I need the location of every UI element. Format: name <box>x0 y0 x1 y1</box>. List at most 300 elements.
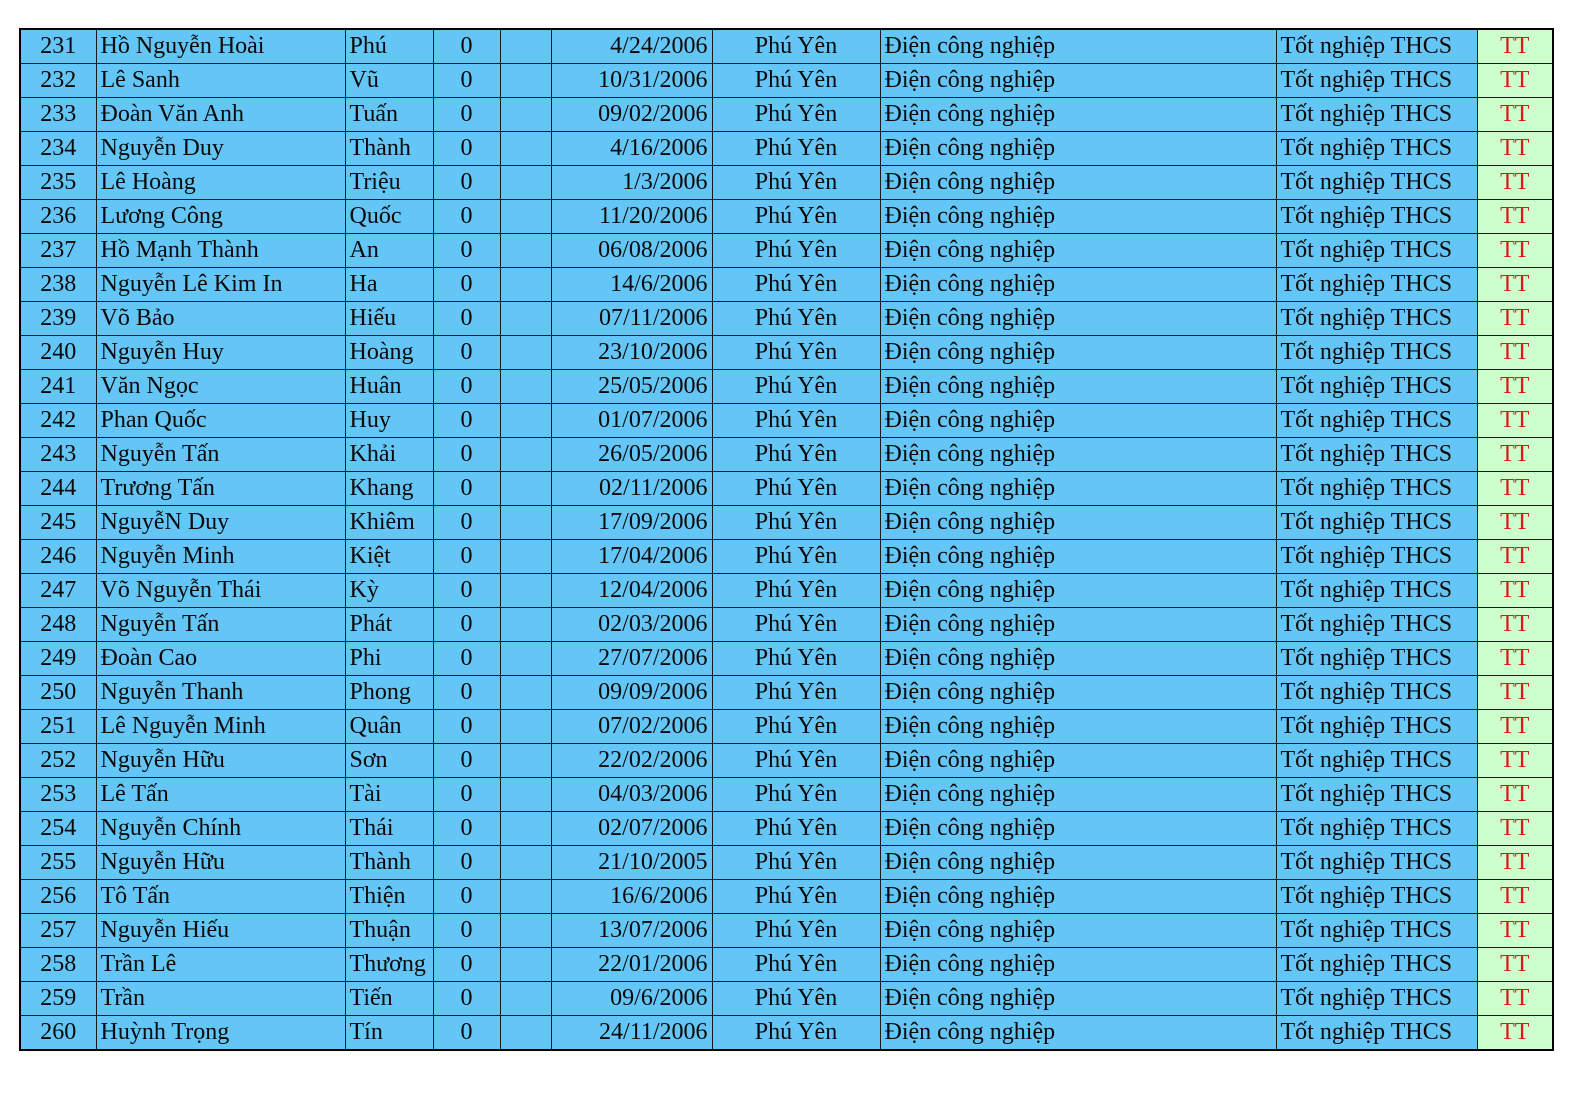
birthplace-cell: Phú Yên <box>712 1016 880 1051</box>
row-number-cell: 255 <box>20 846 96 880</box>
gender-cell: 0 <box>433 914 500 948</box>
first-name-cell: Thành <box>345 846 433 880</box>
first-name-cell: Thành <box>345 132 433 166</box>
birth-date-cell: 13/07/2006 <box>551 914 712 948</box>
birth-date-cell: 27/07/2006 <box>551 642 712 676</box>
empty-cell <box>500 676 551 710</box>
major-cell: Điện công nghiệp <box>880 370 1276 404</box>
empty-cell <box>500 778 551 812</box>
status-cell: TT <box>1477 370 1553 404</box>
major-cell: Điện công nghiệp <box>880 846 1276 880</box>
last-name-cell: Hồ Mạnh Thành <box>96 234 345 268</box>
birthplace-cell: Phú Yên <box>712 880 880 914</box>
first-name-cell: Khiêm <box>345 506 433 540</box>
last-name-cell: Võ Nguyễn Thái <box>96 574 345 608</box>
table-row <box>20 29 1553 64</box>
row-number-cell: 252 <box>20 744 96 778</box>
last-name-cell: Trương Tấn <box>96 472 345 506</box>
first-name-cell: Phát <box>345 608 433 642</box>
table-row <box>20 506 1553 540</box>
row-number-cell: 235 <box>20 166 96 200</box>
row-number-cell: 257 <box>20 914 96 948</box>
birth-date-cell: 4/24/2006 <box>551 29 712 64</box>
gender-cell: 0 <box>433 200 500 234</box>
education-cell: Tốt nghiệp THCS <box>1276 370 1477 404</box>
empty-cell <box>500 166 551 200</box>
table-row <box>20 200 1553 234</box>
gender-cell: 0 <box>433 370 500 404</box>
birth-date-cell: 10/31/2006 <box>551 64 712 98</box>
birthplace-cell: Phú Yên <box>712 132 880 166</box>
empty-cell <box>500 98 551 132</box>
empty-cell <box>500 472 551 506</box>
birthplace-cell: Phú Yên <box>712 166 880 200</box>
status-cell: TT <box>1477 642 1553 676</box>
major-cell: Điện công nghiệp <box>880 642 1276 676</box>
table-row <box>20 438 1553 472</box>
education-cell: Tốt nghiệp THCS <box>1276 234 1477 268</box>
row-number-cell: 251 <box>20 710 96 744</box>
last-name-cell: Lương Công <box>96 200 345 234</box>
education-cell: Tốt nghiệp THCS <box>1276 676 1477 710</box>
status-cell: TT <box>1477 472 1553 506</box>
major-cell: Điện công nghiệp <box>880 778 1276 812</box>
first-name-cell: Thái <box>345 812 433 846</box>
education-cell: Tốt nghiệp THCS <box>1276 472 1477 506</box>
status-cell: TT <box>1477 778 1553 812</box>
birth-date-cell: 07/11/2006 <box>551 302 712 336</box>
first-name-cell: Quốc <box>345 200 433 234</box>
row-number-cell: 236 <box>20 200 96 234</box>
major-cell: Điện công nghiệp <box>880 540 1276 574</box>
row-number-cell: 259 <box>20 982 96 1016</box>
birthplace-cell: Phú Yên <box>712 268 880 302</box>
empty-cell <box>500 982 551 1016</box>
row-number-cell: 260 <box>20 1016 96 1051</box>
row-number-cell: 232 <box>20 64 96 98</box>
education-cell: Tốt nghiệp THCS <box>1276 642 1477 676</box>
major-cell: Điện công nghiệp <box>880 404 1276 438</box>
birthplace-cell: Phú Yên <box>712 710 880 744</box>
empty-cell <box>500 744 551 778</box>
status-cell: TT <box>1477 29 1553 64</box>
table-row <box>20 778 1553 812</box>
first-name-cell: Thiện <box>345 880 433 914</box>
roster-body <box>20 29 1553 1050</box>
first-name-cell: Huy <box>345 404 433 438</box>
last-name-cell: Lê Sanh <box>96 64 345 98</box>
education-cell: Tốt nghiệp THCS <box>1276 166 1477 200</box>
first-name-cell: Vũ <box>345 64 433 98</box>
gender-cell: 0 <box>433 166 500 200</box>
birth-date-cell: 14/6/2006 <box>551 268 712 302</box>
row-number-cell: 242 <box>20 404 96 438</box>
birthplace-cell: Phú Yên <box>712 744 880 778</box>
major-cell: Điện công nghiệp <box>880 166 1276 200</box>
table-row <box>20 812 1553 846</box>
birthplace-cell: Phú Yên <box>712 982 880 1016</box>
last-name-cell: Võ Bảo <box>96 302 345 336</box>
row-number-cell: 256 <box>20 880 96 914</box>
first-name-cell: Tuấn <box>345 98 433 132</box>
empty-cell <box>500 880 551 914</box>
first-name-cell: Huân <box>345 370 433 404</box>
last-name-cell: Văn Ngọc <box>96 370 345 404</box>
row-number-cell: 243 <box>20 438 96 472</box>
gender-cell: 0 <box>433 948 500 982</box>
education-cell: Tốt nghiệp THCS <box>1276 574 1477 608</box>
last-name-cell: Nguyễn Lê Kim In <box>96 268 345 302</box>
birthplace-cell: Phú Yên <box>712 438 880 472</box>
last-name-cell: Nguyễn Hiếu <box>96 914 345 948</box>
birth-date-cell: 01/07/2006 <box>551 404 712 438</box>
education-cell: Tốt nghiệp THCS <box>1276 132 1477 166</box>
status-cell: TT <box>1477 200 1553 234</box>
status-cell: TT <box>1477 64 1553 98</box>
status-cell: TT <box>1477 438 1553 472</box>
birth-date-cell: 16/6/2006 <box>551 880 712 914</box>
major-cell: Điện công nghiệp <box>880 64 1276 98</box>
birthplace-cell: Phú Yên <box>712 676 880 710</box>
table-row <box>20 302 1553 336</box>
last-name-cell: Trần <box>96 982 345 1016</box>
first-name-cell: Hoàng <box>345 336 433 370</box>
last-name-cell: Nguyễn Minh <box>96 540 345 574</box>
status-cell: TT <box>1477 98 1553 132</box>
major-cell: Điện công nghiệp <box>880 608 1276 642</box>
education-cell: Tốt nghiệp THCS <box>1276 812 1477 846</box>
gender-cell: 0 <box>433 676 500 710</box>
education-cell: Tốt nghiệp THCS <box>1276 200 1477 234</box>
table-row <box>20 574 1553 608</box>
empty-cell <box>500 540 551 574</box>
empty-cell <box>500 64 551 98</box>
education-cell: Tốt nghiệp THCS <box>1276 404 1477 438</box>
status-cell: TT <box>1477 1016 1553 1051</box>
birth-date-cell: 17/04/2006 <box>551 540 712 574</box>
major-cell: Điện công nghiệp <box>880 472 1276 506</box>
table-row <box>20 540 1553 574</box>
table-row <box>20 268 1553 302</box>
first-name-cell: Thương <box>345 948 433 982</box>
first-name-cell: Tài <box>345 778 433 812</box>
last-name-cell: Đoàn Văn Anh <box>96 98 345 132</box>
birthplace-cell: Phú Yên <box>712 98 880 132</box>
last-name-cell: Hồ Nguyễn Hoài <box>96 29 345 64</box>
empty-cell <box>500 132 551 166</box>
gender-cell: 0 <box>433 438 500 472</box>
education-cell: Tốt nghiệp THCS <box>1276 880 1477 914</box>
first-name-cell: Triệu <box>345 166 433 200</box>
gender-cell: 0 <box>433 98 500 132</box>
first-name-cell: Tiến <box>345 982 433 1016</box>
major-cell: Điện công nghiệp <box>880 948 1276 982</box>
table-row <box>20 676 1553 710</box>
gender-cell: 0 <box>433 608 500 642</box>
status-cell: TT <box>1477 710 1553 744</box>
gender-cell: 0 <box>433 404 500 438</box>
gender-cell: 0 <box>433 540 500 574</box>
birthplace-cell: Phú Yên <box>712 540 880 574</box>
status-cell: TT <box>1477 880 1553 914</box>
education-cell: Tốt nghiệp THCS <box>1276 846 1477 880</box>
status-cell: TT <box>1477 132 1553 166</box>
major-cell: Điện công nghiệp <box>880 744 1276 778</box>
major-cell: Điện công nghiệp <box>880 98 1276 132</box>
education-cell: Tốt nghiệp THCS <box>1276 438 1477 472</box>
status-cell: TT <box>1477 302 1553 336</box>
table-row <box>20 472 1553 506</box>
table-row <box>20 132 1553 166</box>
table-row <box>20 880 1553 914</box>
status-cell: TT <box>1477 914 1553 948</box>
major-cell: Điện công nghiệp <box>880 1016 1276 1051</box>
empty-cell <box>500 608 551 642</box>
table-row <box>20 1016 1553 1051</box>
birth-date-cell: 04/03/2006 <box>551 778 712 812</box>
birth-date-cell: 4/16/2006 <box>551 132 712 166</box>
gender-cell: 0 <box>433 574 500 608</box>
birthplace-cell: Phú Yên <box>712 64 880 98</box>
first-name-cell: Khang <box>345 472 433 506</box>
last-name-cell: Lê Hoàng <box>96 166 345 200</box>
row-number-cell: 246 <box>20 540 96 574</box>
status-cell: TT <box>1477 234 1553 268</box>
major-cell: Điện công nghiệp <box>880 268 1276 302</box>
gender-cell: 0 <box>433 234 500 268</box>
first-name-cell: Kỳ <box>345 574 433 608</box>
first-name-cell: Phú <box>345 29 433 64</box>
education-cell: Tốt nghiệp THCS <box>1276 98 1477 132</box>
major-cell: Điện công nghiệp <box>880 574 1276 608</box>
major-cell: Điện công nghiệp <box>880 710 1276 744</box>
birth-date-cell: 22/02/2006 <box>551 744 712 778</box>
major-cell: Điện công nghiệp <box>880 336 1276 370</box>
status-cell: TT <box>1477 540 1553 574</box>
major-cell: Điện công nghiệp <box>880 914 1276 948</box>
birth-date-cell: 21/10/2005 <box>551 846 712 880</box>
first-name-cell: Quân <box>345 710 433 744</box>
education-cell: Tốt nghiệp THCS <box>1276 608 1477 642</box>
gender-cell: 0 <box>433 506 500 540</box>
education-cell: Tốt nghiệp THCS <box>1276 778 1477 812</box>
major-cell: Điện công nghiệp <box>880 982 1276 1016</box>
first-name-cell: Ha <box>345 268 433 302</box>
empty-cell <box>500 1016 551 1051</box>
status-cell: TT <box>1477 404 1553 438</box>
table-row <box>20 744 1553 778</box>
status-cell: TT <box>1477 846 1553 880</box>
education-cell: Tốt nghiệp THCS <box>1276 64 1477 98</box>
empty-cell <box>500 506 551 540</box>
table-row <box>20 98 1553 132</box>
student-roster-table <box>19 28 1554 1051</box>
birthplace-cell: Phú Yên <box>712 948 880 982</box>
empty-cell <box>500 200 551 234</box>
first-name-cell: Thuận <box>345 914 433 948</box>
table-row <box>20 166 1553 200</box>
status-cell: TT <box>1477 982 1553 1016</box>
first-name-cell: An <box>345 234 433 268</box>
education-cell: Tốt nghiệp THCS <box>1276 948 1477 982</box>
gender-cell: 0 <box>433 744 500 778</box>
birthplace-cell: Phú Yên <box>712 506 880 540</box>
birth-date-cell: 11/20/2006 <box>551 200 712 234</box>
status-cell: TT <box>1477 812 1553 846</box>
last-name-cell: NguyễN Duy <box>96 506 345 540</box>
gender-cell: 0 <box>433 29 500 64</box>
table-row <box>20 846 1553 880</box>
last-name-cell: Nguyễn Hữu <box>96 846 345 880</box>
birthplace-cell: Phú Yên <box>712 302 880 336</box>
education-cell: Tốt nghiệp THCS <box>1276 506 1477 540</box>
empty-cell <box>500 234 551 268</box>
education-cell: Tốt nghiệp THCS <box>1276 744 1477 778</box>
major-cell: Điện công nghiệp <box>880 880 1276 914</box>
last-name-cell: Phan Quốc <box>96 404 345 438</box>
birthplace-cell: Phú Yên <box>712 404 880 438</box>
row-number-cell: 237 <box>20 234 96 268</box>
birth-date-cell: 02/07/2006 <box>551 812 712 846</box>
gender-cell: 0 <box>433 982 500 1016</box>
birth-date-cell: 02/03/2006 <box>551 608 712 642</box>
status-cell: TT <box>1477 268 1553 302</box>
gender-cell: 0 <box>433 710 500 744</box>
status-cell: TT <box>1477 166 1553 200</box>
education-cell: Tốt nghiệp THCS <box>1276 29 1477 64</box>
row-number-cell: 245 <box>20 506 96 540</box>
birth-date-cell: 22/01/2006 <box>551 948 712 982</box>
birthplace-cell: Phú Yên <box>712 778 880 812</box>
birthplace-cell: Phú Yên <box>712 812 880 846</box>
row-number-cell: 233 <box>20 98 96 132</box>
last-name-cell: Nguyễn Thanh <box>96 676 345 710</box>
gender-cell: 0 <box>433 64 500 98</box>
first-name-cell: Hiếu <box>345 302 433 336</box>
birth-date-cell: 06/08/2006 <box>551 234 712 268</box>
birth-date-cell: 26/05/2006 <box>551 438 712 472</box>
first-name-cell: Tín <box>345 1016 433 1051</box>
last-name-cell: Nguyễn Huy <box>96 336 345 370</box>
status-cell: TT <box>1477 948 1553 982</box>
major-cell: Điện công nghiệp <box>880 200 1276 234</box>
table-row <box>20 642 1553 676</box>
empty-cell <box>500 336 551 370</box>
empty-cell <box>500 948 551 982</box>
last-name-cell: Huỳnh Trọng <box>96 1016 345 1051</box>
last-name-cell: Nguyễn Tấn <box>96 438 345 472</box>
empty-cell <box>500 438 551 472</box>
education-cell: Tốt nghiệp THCS <box>1276 302 1477 336</box>
status-cell: TT <box>1477 574 1553 608</box>
education-cell: Tốt nghiệp THCS <box>1276 914 1477 948</box>
birthplace-cell: Phú Yên <box>712 608 880 642</box>
empty-cell <box>500 812 551 846</box>
birthplace-cell: Phú Yên <box>712 336 880 370</box>
row-number-cell: 248 <box>20 608 96 642</box>
gender-cell: 0 <box>433 812 500 846</box>
empty-cell <box>500 846 551 880</box>
row-number-cell: 239 <box>20 302 96 336</box>
birth-date-cell: 02/11/2006 <box>551 472 712 506</box>
gender-cell: 0 <box>433 778 500 812</box>
table-row <box>20 914 1553 948</box>
gender-cell: 0 <box>433 336 500 370</box>
last-name-cell: Tô Tấn <box>96 880 345 914</box>
status-cell: TT <box>1477 608 1553 642</box>
row-number-cell: 238 <box>20 268 96 302</box>
status-cell: TT <box>1477 744 1553 778</box>
first-name-cell: Phong <box>345 676 433 710</box>
row-number-cell: 249 <box>20 642 96 676</box>
last-name-cell: Trần Lê <box>96 948 345 982</box>
birth-date-cell: 25/05/2006 <box>551 370 712 404</box>
row-number-cell: 247 <box>20 574 96 608</box>
gender-cell: 0 <box>433 302 500 336</box>
education-cell: Tốt nghiệp THCS <box>1276 710 1477 744</box>
table-row <box>20 336 1553 370</box>
gender-cell: 0 <box>433 268 500 302</box>
last-name-cell: Nguyễn Chính <box>96 812 345 846</box>
table-row <box>20 64 1553 98</box>
major-cell: Điện công nghiệp <box>880 438 1276 472</box>
major-cell: Điện công nghiệp <box>880 812 1276 846</box>
education-cell: Tốt nghiệp THCS <box>1276 1016 1477 1051</box>
empty-cell <box>500 574 551 608</box>
birthplace-cell: Phú Yên <box>712 642 880 676</box>
status-cell: TT <box>1477 506 1553 540</box>
birth-date-cell: 1/3/2006 <box>551 166 712 200</box>
birth-date-cell: 09/6/2006 <box>551 982 712 1016</box>
empty-cell <box>500 268 551 302</box>
first-name-cell: Sơn <box>345 744 433 778</box>
first-name-cell: Phi <box>345 642 433 676</box>
birth-date-cell: 23/10/2006 <box>551 336 712 370</box>
birthplace-cell: Phú Yên <box>712 234 880 268</box>
table-row <box>20 948 1553 982</box>
birthplace-cell: Phú Yên <box>712 914 880 948</box>
education-cell: Tốt nghiệp THCS <box>1276 268 1477 302</box>
birthplace-cell: Phú Yên <box>712 29 880 64</box>
last-name-cell: Lê Nguyễn Minh <box>96 710 345 744</box>
table-row <box>20 404 1553 438</box>
first-name-cell: Khải <box>345 438 433 472</box>
status-cell: TT <box>1477 336 1553 370</box>
birth-date-cell: 17/09/2006 <box>551 506 712 540</box>
gender-cell: 0 <box>433 880 500 914</box>
education-cell: Tốt nghiệp THCS <box>1276 336 1477 370</box>
last-name-cell: Nguyễn Hữu <box>96 744 345 778</box>
empty-cell <box>500 370 551 404</box>
empty-cell <box>500 710 551 744</box>
education-cell: Tốt nghiệp THCS <box>1276 540 1477 574</box>
gender-cell: 0 <box>433 472 500 506</box>
birth-date-cell: 24/11/2006 <box>551 1016 712 1051</box>
empty-cell <box>500 404 551 438</box>
last-name-cell: Đoàn Cao <box>96 642 345 676</box>
birthplace-cell: Phú Yên <box>712 574 880 608</box>
row-number-cell: 231 <box>20 29 96 64</box>
birthplace-cell: Phú Yên <box>712 846 880 880</box>
table-row <box>20 608 1553 642</box>
major-cell: Điện công nghiệp <box>880 234 1276 268</box>
birth-date-cell: 09/09/2006 <box>551 676 712 710</box>
birthplace-cell: Phú Yên <box>712 370 880 404</box>
education-cell: Tốt nghiệp THCS <box>1276 982 1477 1016</box>
table-row <box>20 982 1553 1016</box>
row-number-cell: 244 <box>20 472 96 506</box>
birth-date-cell: 12/04/2006 <box>551 574 712 608</box>
